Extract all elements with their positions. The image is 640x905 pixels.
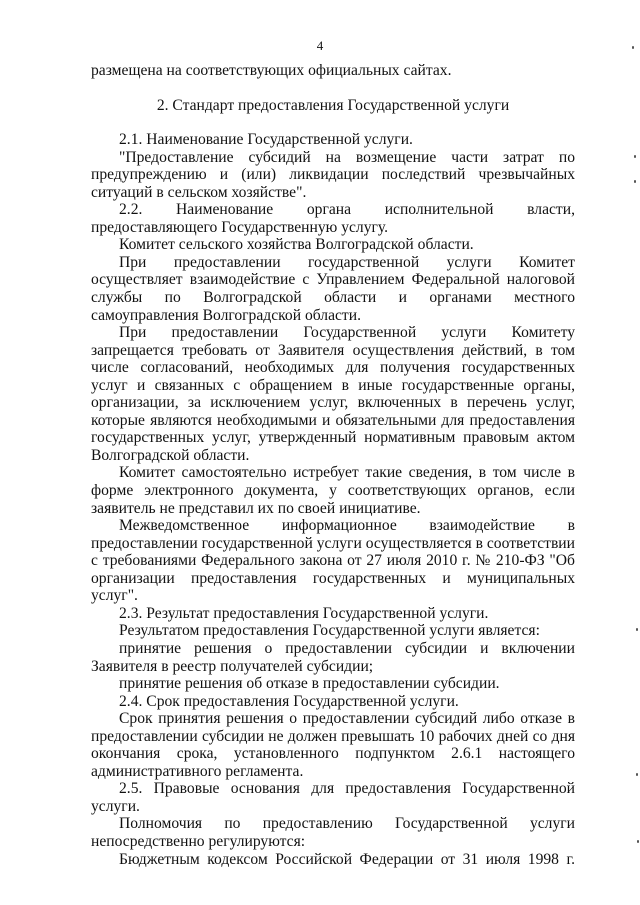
paragraph: При предоставлении Государственной услуги Комитету запрещается требовать от Заявителя осуществления действий, в том числе согласований, необходимых для получения государственных услуг и связанных с обращением в иные государственные органы, организации, за исключением услуг, включенных в перечень услуг, которые являются необходимыми и обязательными для предоставления государственных услуг, утвержденный нормативным правовым актом Волгоградской области. xyxy=(91,324,575,464)
subsection-title: 2.5. Правовые основания для предоставления Государственной услуги. xyxy=(91,780,575,815)
scan-speck xyxy=(636,628,638,631)
document-body xyxy=(91,62,575,868)
paragraph: При предоставлении государственной услуги Комитет осуществляет взаимодействие с Управлением Федеральной налоговой службы по Волгоградской области и органами местного самоуправления Волгоградской области. xyxy=(91,253,575,324)
paragraph: Полномочия по предоставлению Государственной услуги непосредственно регулируются: xyxy=(91,815,575,850)
paragraph: Срок принятия решения о предоставлении субсидий либо отказе в предоставлении субсидии не должен превышать 10 рабочих дней со дня окончания срока, установленного подпунктом 2.6.1 настоящего административного регламента. xyxy=(91,710,575,780)
subsection-title: 2.3. Результат предоставления Государственной услуги. xyxy=(119,604,489,622)
scan-speck xyxy=(637,840,639,843)
paragraph-continuation: размещена на соответствующих официальных сайтах. xyxy=(91,62,452,79)
section-heading: 2. Стандарт предоставления Государственной услуги xyxy=(156,96,510,114)
paragraph: Комитет сельского хозяйства Волгоградской области. xyxy=(119,236,474,254)
paragraph: Результатом предоставления Государственной услуги является: xyxy=(119,622,540,640)
scan-speck xyxy=(634,155,636,158)
list-item: принятие решения о предоставлении субсидии и включении Заявителя в реестр получателей субсидии; xyxy=(91,639,575,675)
subsection-title: 2.4. Срок предоставления Государственной услуги. xyxy=(119,692,459,710)
paragraph: Межведомственное информационное взаимодействие в предоставлении государственной услуги осуществляется в соответствии с требованиями Федерального закона от 27 июля 2010 г. № 210-ФЗ "Об организации предоставления государственных и муниципальных услуг". xyxy=(91,517,575,605)
service-name: "Предоставление субсидий на возмещение части затрат по предупреждению и (или) ликвидации последствий чрезвычайных ситуаций в сельском хозяйстве". xyxy=(91,148,575,201)
list-item: принятие решения об отказе в предоставлении субсидии. xyxy=(119,675,500,693)
scan-speck xyxy=(632,46,634,49)
subsection-title: 2.2. Наименование органа исполнительной власти, предоставляющего Государственную услугу. xyxy=(91,201,575,236)
scan-speck xyxy=(636,773,638,776)
scan-speck xyxy=(634,180,636,183)
page-number: 4 xyxy=(316,38,324,53)
subsection-title: 2.1. Наименование Государственной услуги. xyxy=(119,131,413,149)
paragraph-truncated: Бюджетным кодексом Российской Федерации от 31 июля 1998 г. xyxy=(119,850,575,868)
paragraph: Комитет самостоятельно истребует такие сведения, в том числе в форме электронного документа, у соответствующих органов, если заявитель не представил их по своей инициативе. xyxy=(91,464,575,517)
